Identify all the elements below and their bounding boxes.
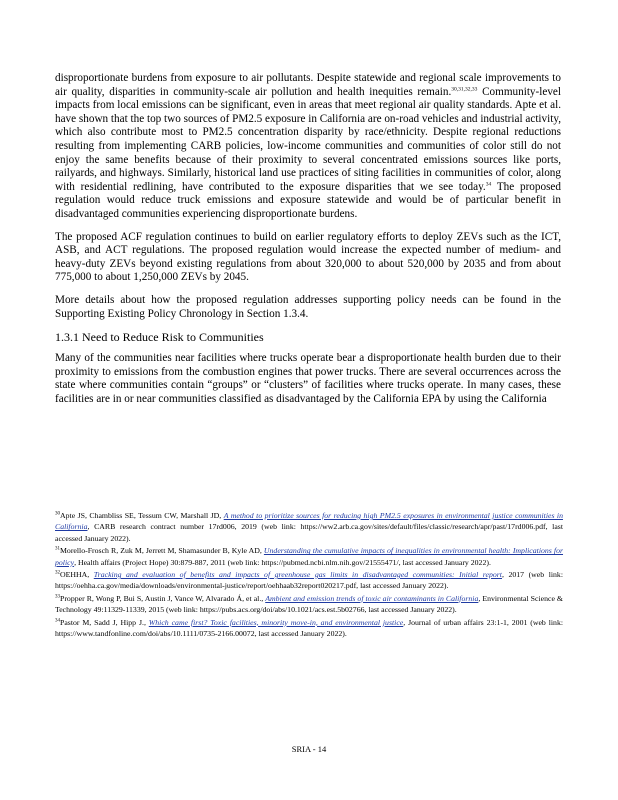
paragraph-more-details: More details about how the proposed regulation addresses supporting policy needs can be found in the Supporting Existing Policy Chronology in Section 1.3.4. [55, 293, 561, 320]
footnote-link[interactable]: A method to prioritize sources for reducing high PM2.5 exposures in environmental justice communities in California [55, 511, 563, 532]
paragraph-text: Community-level impacts from local emissions can be significant, even in areas that meet regional air quality standards. Apte et al. have shown that the top two sources of PM2.5 exposure in California are on-road vehicles and industrial activity, which also contribute most to PM2.5 concentration disparity by race/ethnicity. Despite regional reductions resulting from implementing CARB policies, low-income communities and communities of color still do not enjoy the same benefits because of their proximity to several concentrated emissions sources like ports, railyards, and highways. Similarly, historical land use practices of siting facilities in communities of color, along with residential redlining, have contributed to the exposure disparities that we see today. [55, 85, 562, 193]
footnote-link[interactable]: Ambient and emission trends of toxic air contaminants in California [265, 593, 479, 603]
footnote-number: 34 [55, 618, 60, 624]
paragraph-disparities [55, 72, 561, 222]
footnote-ref[interactable]: 34 [485, 181, 492, 188]
footnote-details: , CARB research contract number 17rd006, 2019 (web link: https://ww2.arb.ca.gov/sites/default/files/classic/research/apr/past/17rd006.pdf, last accessed January 2022). [55, 522, 563, 543]
footnote [55, 510, 563, 544]
page-number: SRIA - 14 [291, 744, 327, 754]
footnote [55, 545, 563, 568]
paragraph-communities: Many of the communities near facilities where trucks operate bear a disproportionate health burden due to their proximity to emissions from the combustion engines that power trucks. There are several occurrences across the state where communities contain “groups” or “clusters” of facilities where trucks operate. In many cases, these facilities are in or near communities classified as disadvantaged by the California EPA by using the California [55, 352, 561, 405]
footnote-number: 31 [55, 546, 60, 552]
footnote-ref[interactable]: 30,31,32,33 [451, 85, 478, 92]
footnote-link[interactable]: Which came first? Toxic facilities, minority move-in, and environmental justice [148, 617, 404, 627]
footnote-details: , Journal of urban affairs 23:1-1, 2001 (web link: https://www.tandfonline.com/doi/abs/10.1111/0735-2166.00072, last accessed January 2022). [55, 617, 564, 639]
footnote-details: , Health affairs (Project Hope) 30:879-887, 2011 (web link: https://pubmed.ncbi.nlm.nih.gov/21555471/, last accessed January 2022). [74, 557, 491, 567]
paragraph-text: disproportionate burdens from exposure to air pollutants. Despite statewide and regional scale improvements to air quality, disparities in community-scale air pollution and health inequities remain. [55, 72, 561, 98]
footnote-authors: OEHHA, [60, 570, 94, 580]
footnote-authors: Apte JS, Chambliss SE, Tessum CW, Marshall JD, [60, 511, 224, 520]
footnotes [55, 510, 563, 640]
section-heading: 1.3.1 Need to Reduce Risk to Communities [55, 330, 264, 345]
footnote-details: , Environmental Science & Technology 49:11329-11339, 2015 (web link: https://pubs.acs.org/doi/abs/10.1021/acs.est.5b02766, last accessed January 2022). [55, 593, 563, 615]
footnote [55, 569, 563, 592]
footnote-number: 33 [55, 594, 60, 600]
footnote-number: 32 [55, 570, 60, 576]
footnote-link[interactable]: Understanding the cumulative impacts of inequalities in environmental health: Implications for policy [55, 546, 564, 567]
footnote-details: , 2017 (web link: https://oehha.ca.gov/media/downloads/environmental-justice/report/oehhaab32report020217.pdf, last accessed January 2022). [55, 570, 563, 591]
document-body [55, 72, 561, 415]
footnote-authors: Propper R, Wong P, Bui S, Austin J, Vance W, Alvarado Á, et al., [60, 593, 266, 603]
footnote-authors: Morello-Frosch R, Zuk M, Jerrett M, Shamasunder B, Kyle AD, [60, 546, 264, 556]
footnote-number: 30 [55, 511, 60, 517]
footnote [55, 617, 563, 640]
paragraph-acf-regulation: The proposed ACF regulation continues to build on earlier regulatory efforts to deploy ZEVs such as the ICT, ASB, and ACT regulations. The proposed regulation would increase the expected number of medium- and heavy-duty ZEVs beyond existing regulations from about 320,000 to about 520,000 by 2035 and from about 775,000 to about 1,250,000 ZEVs by 2045. [55, 230, 561, 284]
footnote [55, 593, 563, 616]
paragraph-text: The proposed regulation would reduce truck emissions and exposure statewide and would be of particular benefit in disadvantaged communities experiencing disproportionate burdens. [55, 180, 561, 220]
footnote-link[interactable]: Tracking and evaluation of benefits and impacts of greenhouse gas limits in disadvantaged communities: Initial report [93, 570, 502, 580]
footnote-authors: Pastor M, Sadd J, Hipp J., [60, 617, 149, 627]
